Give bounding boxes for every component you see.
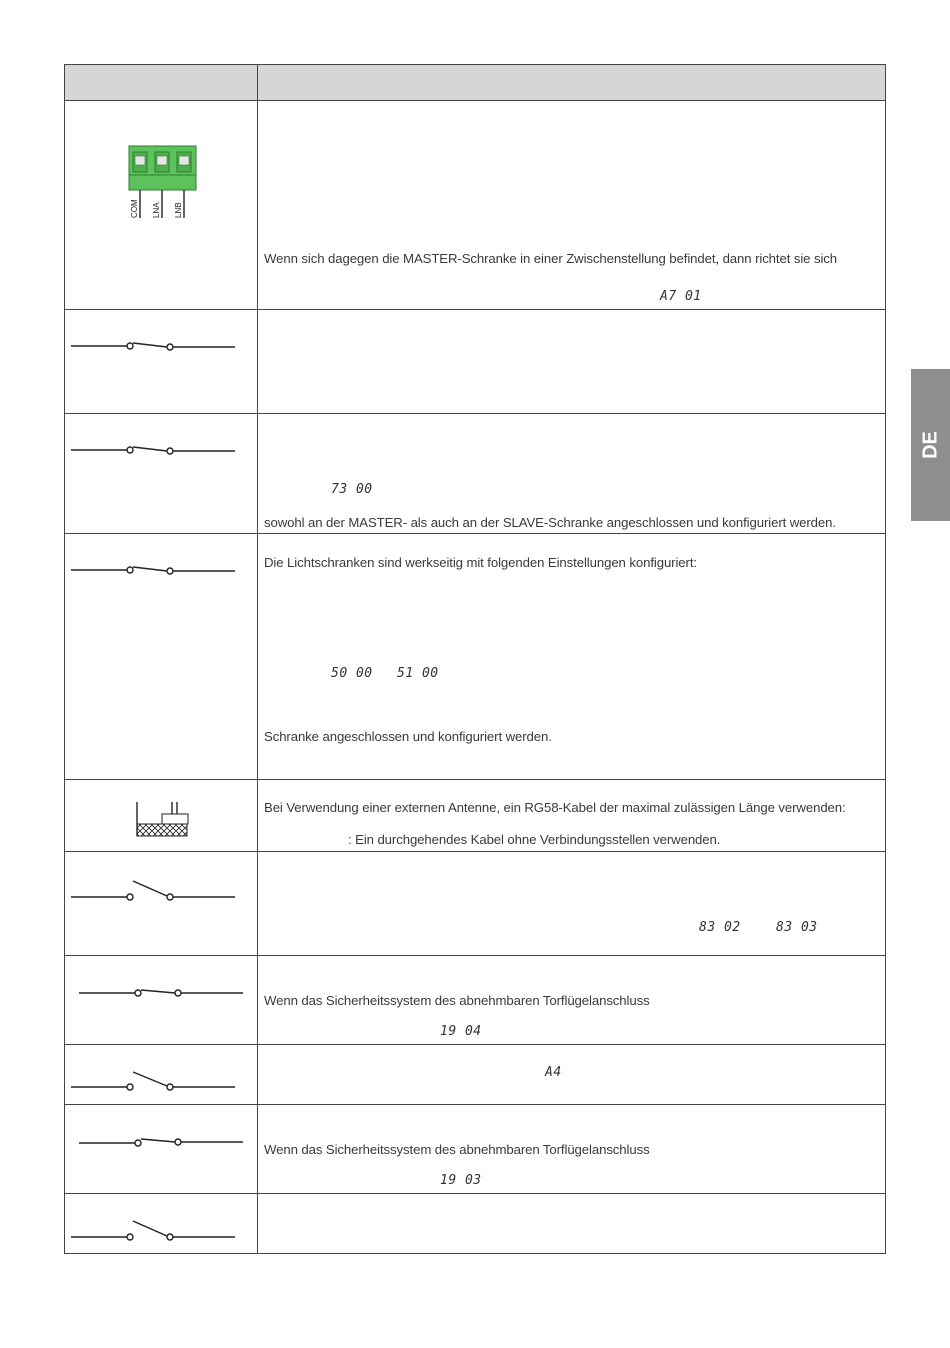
table-row	[65, 533, 885, 779]
table-row	[65, 309, 885, 413]
symbol-cell	[65, 101, 257, 309]
table-row	[65, 1104, 885, 1193]
display-code: A7 01	[660, 289, 702, 304]
header-cell-description	[257, 65, 885, 100]
nc-contact-icon	[65, 414, 257, 534]
symbol-cell	[65, 1194, 257, 1253]
symbol-cell	[65, 1105, 257, 1193]
display-code: 73 00	[331, 482, 373, 497]
table-row	[65, 851, 885, 955]
symbol-cell	[65, 956, 257, 1044]
description-text: Wenn das Sicherheitssystem des abnehmbaren Torflügelanschluss	[264, 1142, 650, 1157]
nc-contact-icon	[65, 310, 257, 414]
description-text: Wenn sich dagegen die MASTER-Schranke in einer Zwischenstellung befindet, dann richtet sie sich	[264, 251, 838, 266]
description-text: Die Lichtschranken sind werkseitig mit folgenden Einstellungen konfiguriert:	[264, 555, 697, 570]
description-cell	[257, 414, 885, 533]
description-cell	[257, 1105, 885, 1193]
nc-contact-icon	[65, 534, 257, 780]
table-header	[65, 65, 885, 100]
no-contact-icon	[65, 852, 257, 956]
description-cell	[257, 852, 885, 955]
nc-contact-icon	[65, 1105, 257, 1194]
display-code: 83 02	[699, 920, 741, 935]
language-side-tab	[911, 369, 950, 521]
description-cell	[257, 101, 885, 309]
no-contact-icon	[65, 1194, 257, 1254]
antenna-icon	[65, 780, 257, 852]
description-text: sowohl an der MASTER- als auch an der SLAVE-Schranke angeschlossen und konfiguriert werden.	[264, 515, 836, 530]
connection-table	[64, 64, 886, 1254]
symbol-cell	[65, 852, 257, 955]
symbol-cell	[65, 780, 257, 851]
symbol-cell	[65, 534, 257, 779]
description-text: Schranke angeschlossen und konfiguriert werden.	[264, 729, 552, 744]
description-cell	[257, 534, 885, 779]
terminal-block-icon	[65, 101, 257, 310]
table-row	[65, 100, 885, 309]
terminal-label-com: COM	[130, 199, 139, 218]
description-text: : Ein durchgehendes Kabel ohne Verbindungsstellen verwenden.	[348, 832, 721, 847]
nc-contact-icon	[65, 956, 257, 1045]
display-code: 19 04	[440, 1024, 482, 1039]
description-cell	[257, 1194, 885, 1253]
symbol-cell	[65, 1045, 257, 1104]
description-cell	[257, 780, 885, 851]
terminal-label-lna: LNA	[152, 202, 161, 218]
terminal-label-lnb: LNB	[174, 202, 183, 218]
symbol-cell	[65, 310, 257, 413]
description-cell	[257, 310, 885, 413]
symbol-cell	[65, 414, 257, 533]
display-code: 51 00	[397, 666, 439, 681]
display-code: A4	[545, 1065, 562, 1080]
no-contact-icon	[65, 1045, 257, 1105]
table-row	[65, 779, 885, 851]
description-cell	[257, 956, 885, 1044]
table-row	[65, 1193, 885, 1253]
table-row	[65, 1044, 885, 1104]
display-code: 50 00	[331, 666, 373, 681]
table-row	[65, 413, 885, 533]
description-cell	[257, 1045, 885, 1104]
description-text: Wenn das Sicherheitssystem des abnehmbaren Torflügelanschluss	[264, 993, 650, 1008]
table-row	[65, 955, 885, 1044]
header-cell-symbol	[65, 65, 257, 100]
display-code: 83 03	[776, 920, 818, 935]
description-text: Bei Verwendung einer externen Antenne, ein RG58-Kabel der maximal zulässigen Länge verwenden:	[264, 800, 846, 815]
display-code: 19 03	[440, 1173, 482, 1188]
language-label: DE	[919, 431, 941, 459]
